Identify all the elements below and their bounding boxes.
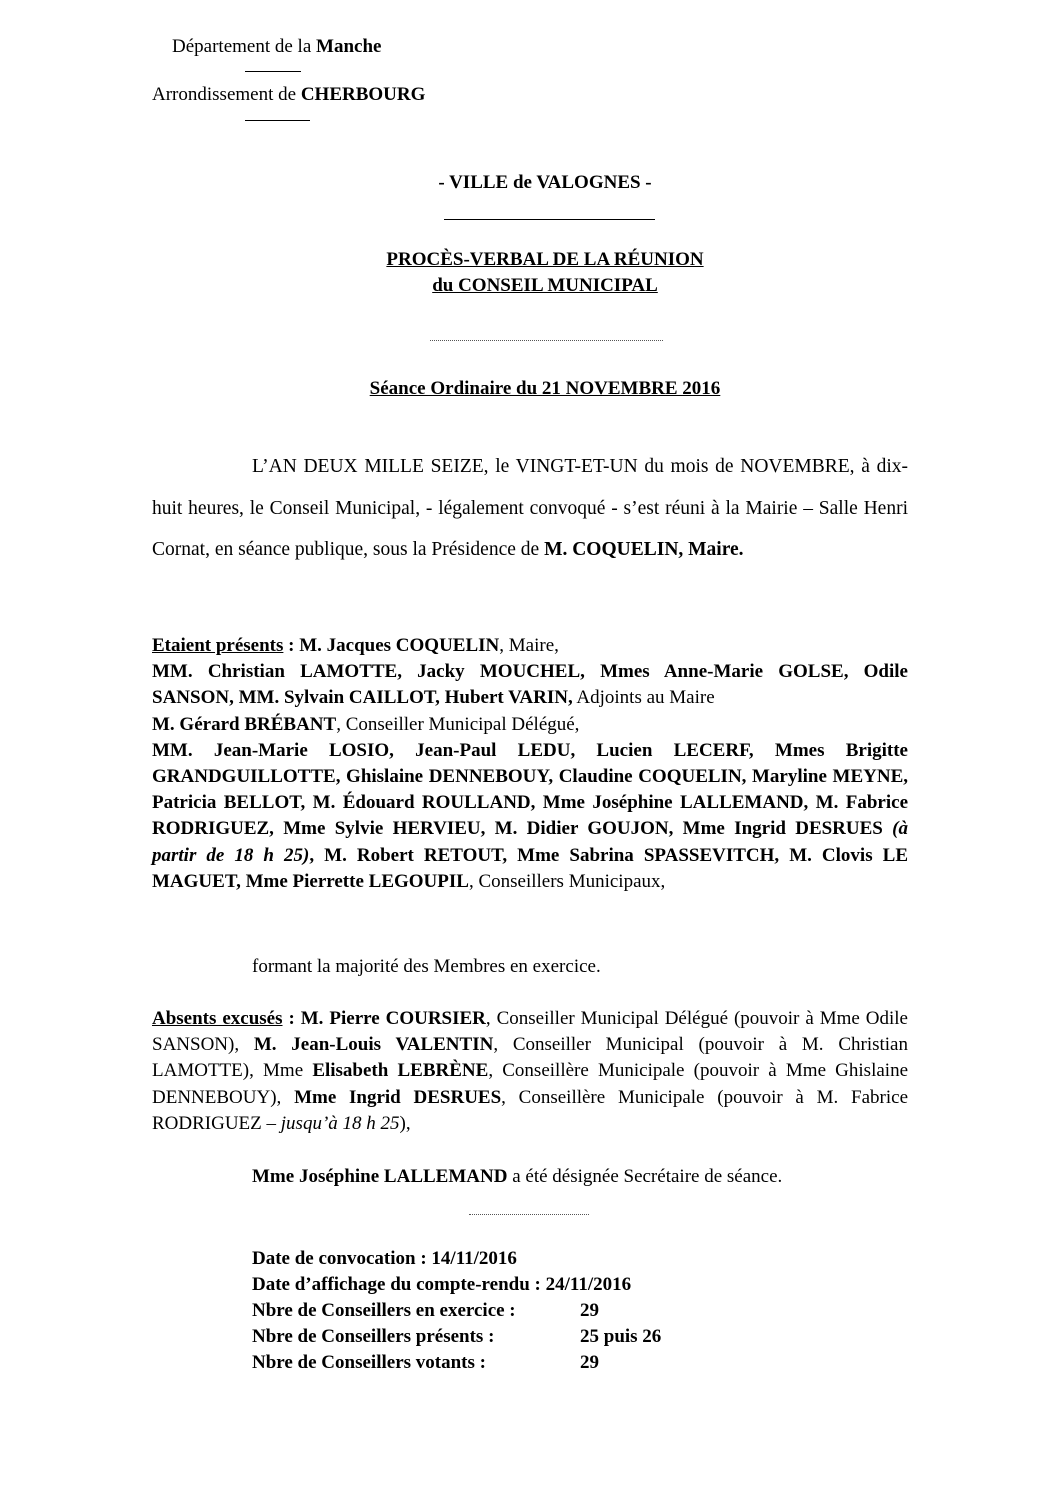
minutes-subtitle: du CONSEIL MUNICIPAL — [432, 275, 658, 296]
display-date: Date d’affichage du compte-rendu : 24/11/2016 — [252, 1274, 632, 1295]
councillors-voting-value: 29 — [580, 1352, 599, 1373]
president-name: M. COQUELIN, Maire. — [544, 539, 744, 560]
secretary-divider — [469, 1214, 589, 1215]
mayor-name: M. Jacques COQUELIN — [299, 635, 500, 656]
absent-2-text: , Conseiller Municipal (pouvoir à M. Christian LAMOTTE), Mme — [152, 1034, 908, 1082]
town-underline — [444, 219, 655, 220]
present-sep: : — [283, 635, 300, 656]
secretary-name: Mme Joséphine LALLEMAND — [252, 1166, 508, 1187]
department-line — [172, 36, 381, 58]
title-divider — [430, 340, 663, 341]
present-councillors — [152, 738, 908, 895]
councillors-voting-label: Nbre de Conseillers votants : — [252, 1352, 486, 1373]
absent-4-end: ), — [399, 1112, 411, 1134]
absent-block — [152, 1006, 908, 1137]
intro-text: L’AN DEUX MILLE SEIZE, le VINGT-ET-UN du mois de NOVEMBRE, à dix-huit heures, le Conseil Municipal, - légalement convoqué - s’est réuni à la Mairie – Salle Henri Cornat, en séance publique, sous la Présidence de — [152, 456, 908, 560]
delegate-role: , Conseiller Municipal Délégué, — [336, 713, 580, 735]
councillors-present-label: Nbre de Conseillers présents : — [252, 1326, 495, 1347]
councillors-present-value: 25 puis 26 — [580, 1326, 662, 1347]
absent-2-name: M. Jean-Louis VALENTIN — [253, 1034, 494, 1056]
present-block — [152, 633, 908, 895]
absent-3-name: Elisabeth LEBRÈNE — [312, 1060, 489, 1082]
absent-4-name: Mme Ingrid DESRUES — [294, 1086, 502, 1108]
absent-sep: : — [282, 1008, 301, 1029]
adjoints-names: MM. Christian LAMOTTE, Jacky MOUCHEL, Mmes Anne-Marie GOLSE, Odile SANSON, MM. Sylvain CAILLOT, Hubert VARIN, — [152, 661, 908, 709]
intro-paragraph — [152, 446, 908, 571]
header-divider-2 — [245, 120, 310, 121]
councillors-part2: , M. Robert RETOUT, Mme Sabrina SPASSEVITCH, M. Clovis LE MAGUET, Mme Pierrette LEGOUPIL — [152, 844, 908, 892]
absent-3-text: , Conseillère Municipale (pouvoir à Mme Ghislaine DENNEBOUY), — [152, 1060, 909, 1108]
header-divider-1 — [245, 71, 301, 72]
department-prefix: Département de la — [172, 36, 317, 57]
adjoints-role: Adjoints au Maire — [572, 687, 715, 709]
absent-4-note: jusqu’à 18 h 25 — [280, 1112, 400, 1134]
convocation-date: Date de convocation : 14/11/2016 — [252, 1248, 517, 1269]
present-delegate — [152, 712, 908, 738]
councillors-in-office-label: Nbre de Conseillers en exercice : — [252, 1300, 516, 1321]
absent-1-name: M. Pierre COURSIER — [300, 1008, 486, 1029]
delegate-name: M. Gérard BRÉBANT — [152, 713, 337, 735]
absent-4-text: , Conseillère Municipale (pouvoir à M. Fabrice RODRIGUEZ – — [152, 1086, 909, 1134]
councillors-note: (à partir de 18 h 25) — [152, 818, 908, 866]
session-title: Séance Ordinaire du 21 NOVEMBRE 2016 — [369, 378, 721, 399]
mayor-role: , Maire, — [499, 635, 559, 656]
arrondissement-name: CHERBOURG — [300, 84, 426, 105]
councillors-part1: MM. Jean-Marie LOSIO, Jean-Paul LEDU, Lucien LECERF, Mmes Brigitte GRANDGUILLOTTE, Ghislaine DENNEBOUY, Claudine COQUELIN, Maryline MEYNE, Patricia BELLOT, M. Édouard ROULLAND, Mme Joséphine LALLEMAND, M. Fabrice RODRIGUEZ, Mme Sylvie HERVIEU, M. Didier GOUJON, Mme Ingrid DESRUES — [152, 739, 908, 840]
secretary-text: a été désignée Secrétaire de séance. — [507, 1166, 783, 1187]
arrondissement-line — [152, 84, 425, 106]
absent-label: Absents excusés — [152, 1008, 283, 1029]
present-adjoints — [152, 659, 908, 711]
absent-1-text: , Conseiller Municipal Délégué (pouvoir à Mme Odile SANSON), — [152, 1008, 908, 1056]
present-label: Etaient présents — [152, 635, 284, 656]
councillors-in-office-value: 29 — [580, 1300, 599, 1321]
secretary-line — [252, 1166, 782, 1188]
councillors-role: , Conseillers Municipaux, — [468, 870, 666, 892]
minutes-title: PROCÈS-VERBAL DE LA RÉUNION — [386, 249, 704, 270]
department-name: Manche — [316, 36, 382, 57]
present-mayor-line — [152, 633, 908, 659]
arrondissement-prefix: Arrondissement de — [152, 84, 301, 105]
town-title: - VILLE de VALOGNES - — [438, 172, 652, 193]
majority-line: formant la majorité des Membres en exercice. — [252, 956, 601, 977]
